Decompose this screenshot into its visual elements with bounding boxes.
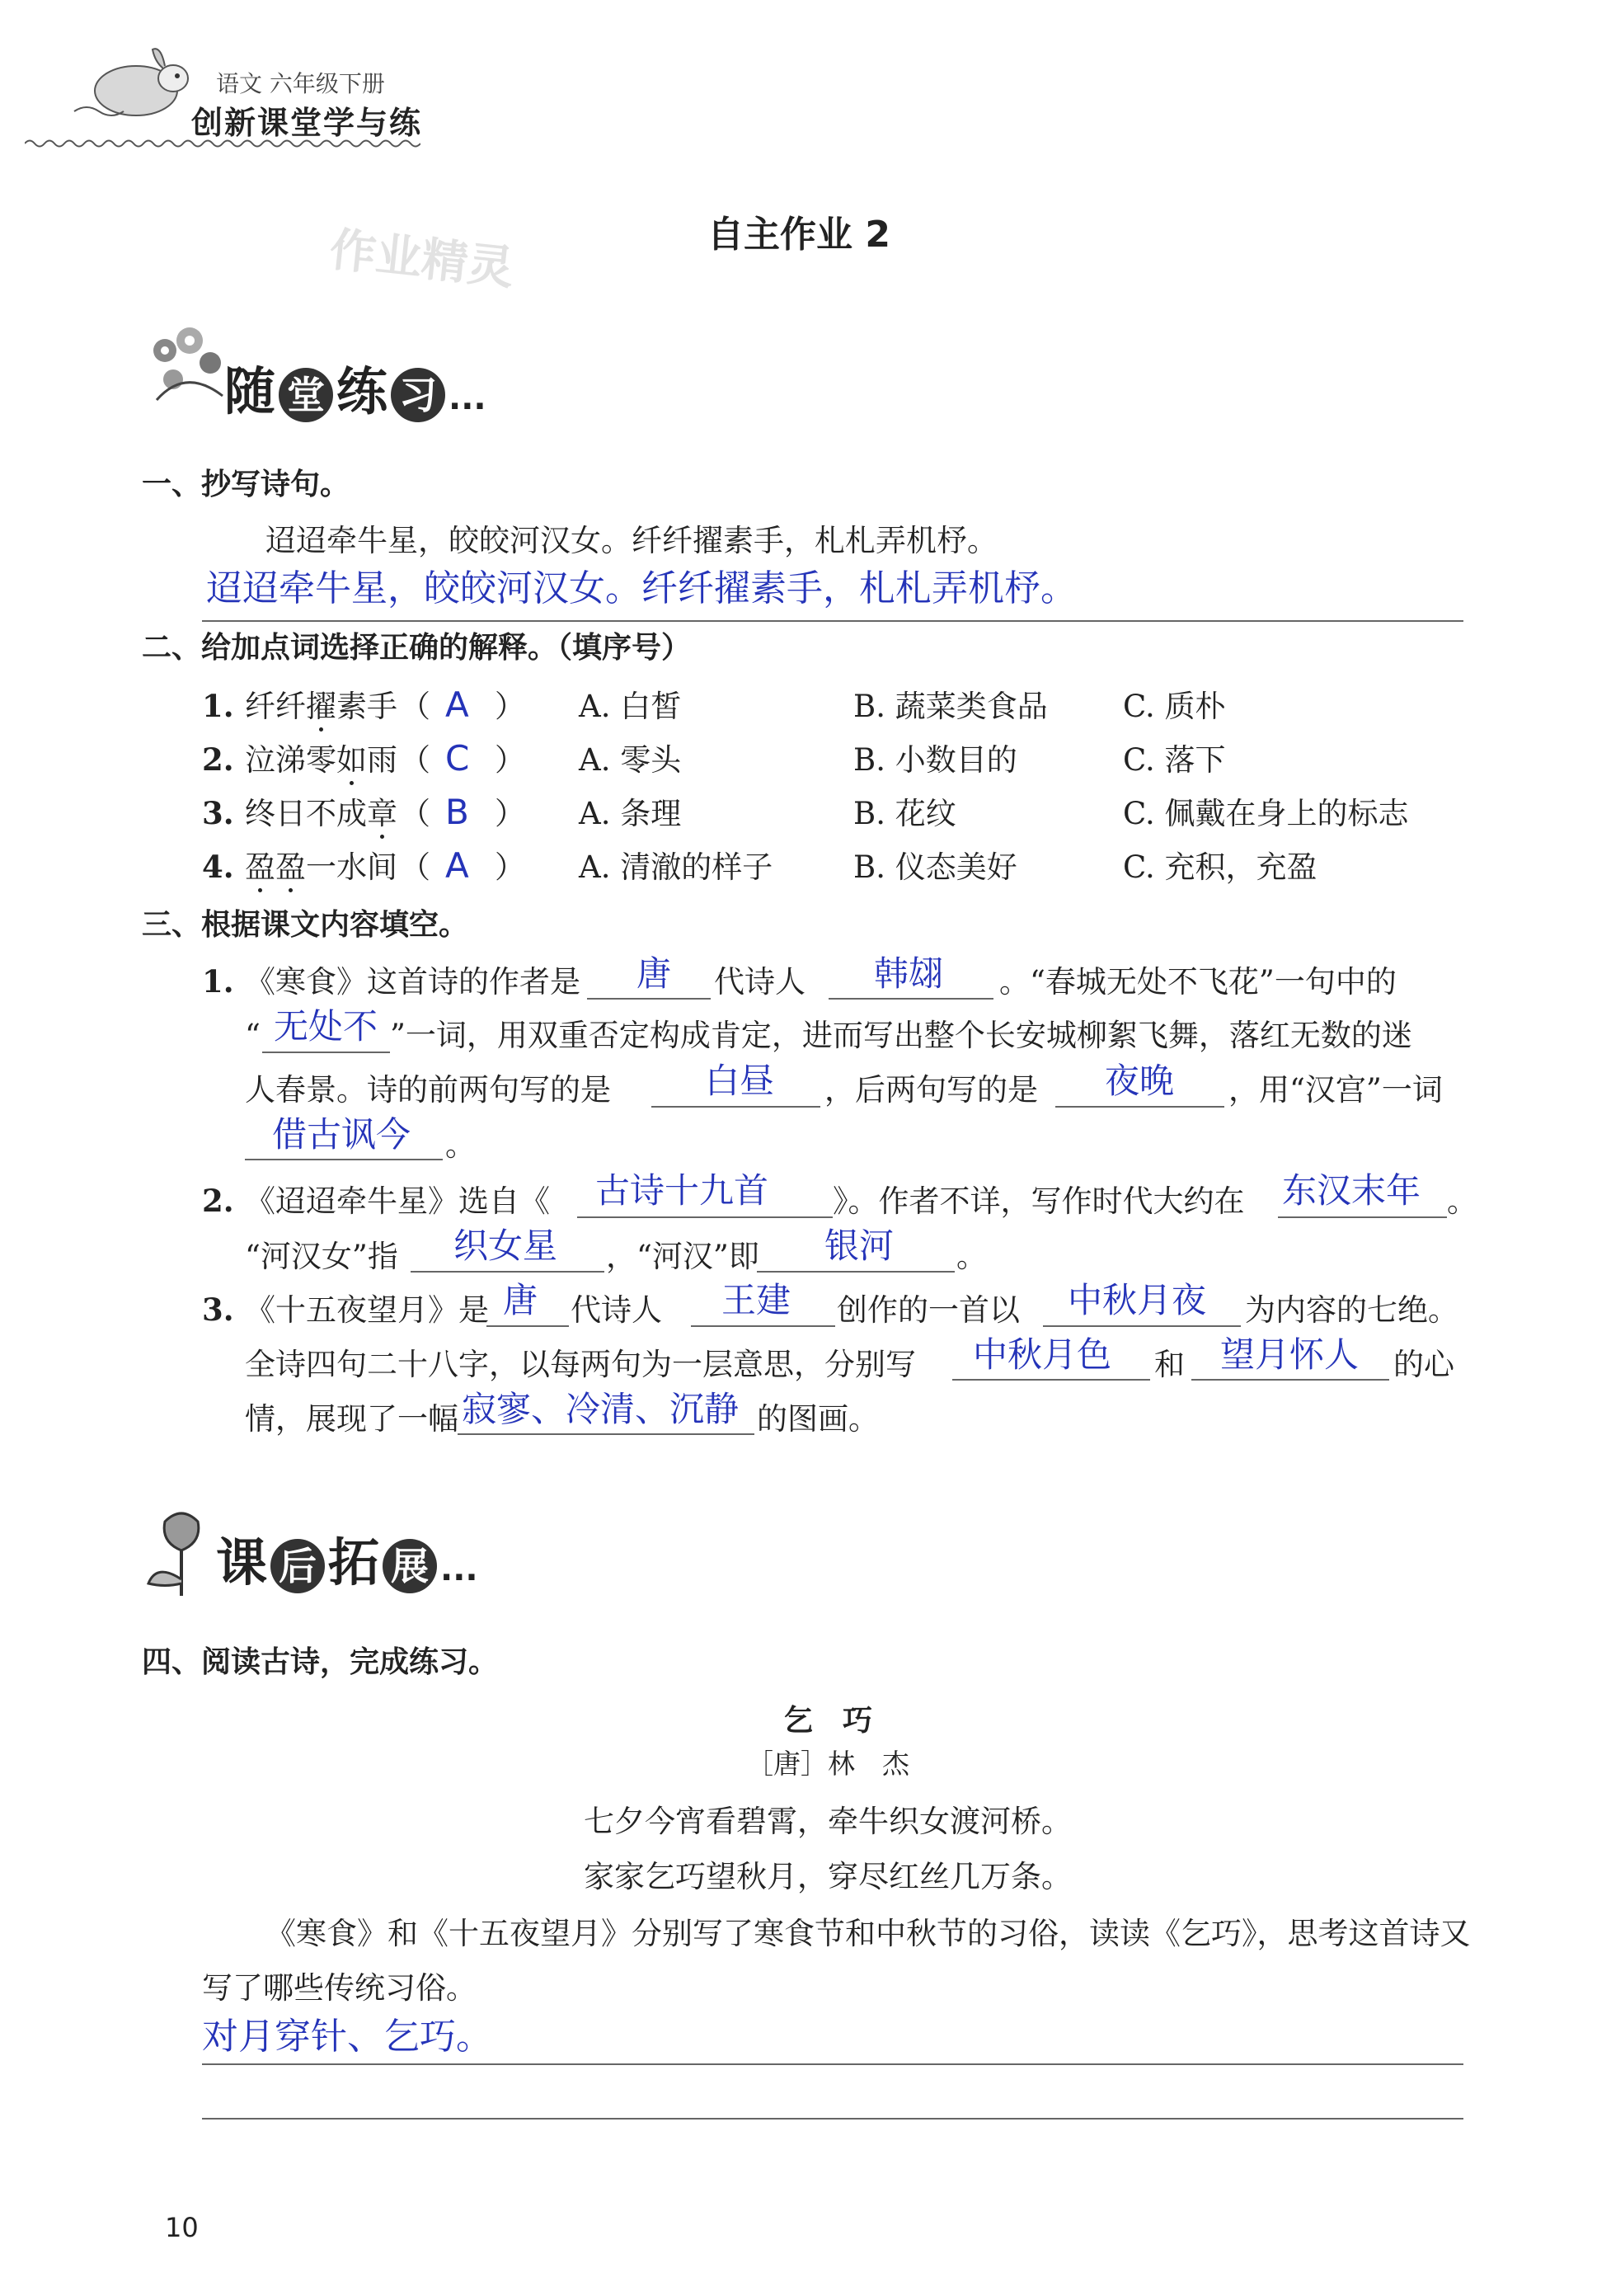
- header-subject: 语文 六年级下册: [216, 70, 385, 97]
- section-banner-extension: 课 后 拓 展 ...: [216, 1532, 478, 1593]
- q4-answer: 对月穿针、乞巧。: [202, 2016, 492, 2058]
- q3-heading: 三、根据课文内容填空。: [142, 908, 469, 942]
- q4-answer-line-1: [202, 2063, 1463, 2065]
- page-number: 10: [165, 2212, 199, 2243]
- page-title: 自主作业 2: [707, 214, 890, 256]
- q4-poem-line-1: 七夕今宵看碧霄，牵牛织女渡河桥。: [584, 1804, 1072, 1839]
- q1-answer-line: [202, 620, 1463, 622]
- q2-answer-1: A: [445, 685, 469, 725]
- q2-answer-3: B: [445, 792, 469, 832]
- q4-poem-line-2: 家家乞巧望秋月，穿尽红丝几万条。: [584, 1859, 1072, 1894]
- watermark: 作业精灵: [326, 223, 517, 296]
- q2-answer-2: C: [445, 738, 470, 779]
- q4-question-2: 写了哪些传统习俗。: [202, 1970, 477, 2006]
- q1-answer: 迢迢牵牛星，皎皎河汉女。纤纤擢素手，札札弄机杼。: [206, 567, 1077, 609]
- tulip-icon: [136, 1505, 227, 1607]
- header-series: 创新课堂学与练: [191, 105, 423, 141]
- header-mascot: [58, 41, 190, 132]
- q1-poem: 迢迢牵牛星，皎皎河汉女。纤纤擢素手，札札弄机杼。: [265, 523, 998, 558]
- q4-question-1: 《寒食》和《十五夜望月》分别写了寒食节和中秋节的习俗，读读《乞巧》，思考这首诗又: [265, 1916, 1471, 1951]
- q4-poem-author: ［唐］林 杰: [746, 1748, 909, 1780]
- q2-heading: 二、给加点词选择正确的解释。（填序号）: [142, 631, 692, 665]
- header-wave: [25, 137, 420, 153]
- q4-heading: 四、阅读古诗，完成练习。: [142, 1645, 499, 1679]
- q4-answer-line-2: [202, 2118, 1463, 2120]
- q4-poem-title: 乞 巧: [783, 1704, 873, 1738]
- section-banner-practice: 随 堂 练 习 ...: [224, 361, 486, 421]
- q2-answer-4: A: [445, 845, 469, 886]
- q1-heading: 一、抄写诗句。: [142, 468, 350, 501]
